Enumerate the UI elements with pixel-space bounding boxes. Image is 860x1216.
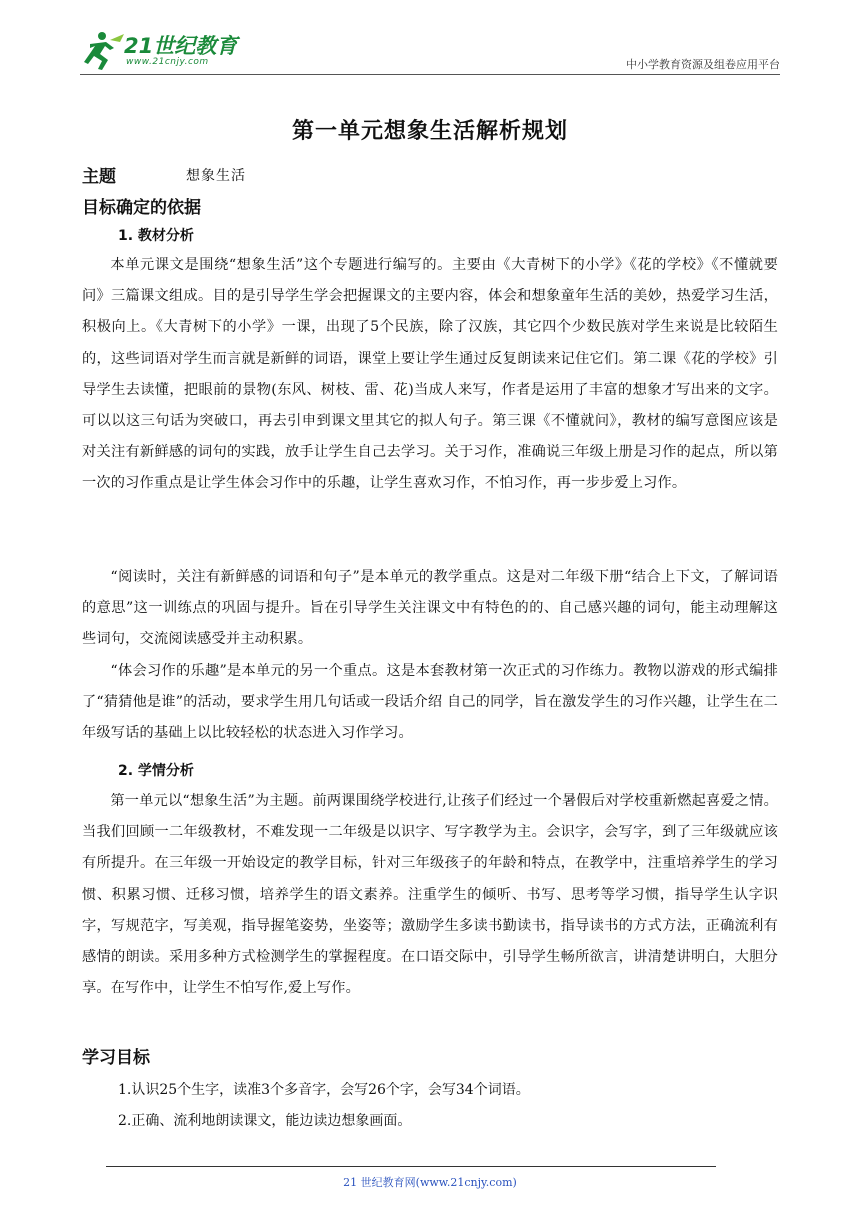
- topic-value: 想象生活: [186, 168, 246, 184]
- topic-label: 主题: [82, 167, 116, 187]
- paragraph-learner-analysis: 第一单元以“想象生活”为主题。前两课围绕学校进行,让孩子们经过一个暑假后对学校重新燃起喜爱之情。当我们回顾一二年级教材，不难发现一二年级是以识字、写字教学为主。会识字，会写字，到了三年级就应该有所提升。在三年级一开始设定的教学目标，针对三年级孩子的年龄和特点，在教学中，注重培养学生的学习惯、积累习惯、迁移习惯，培养学生的语文素养。注重学生的倾听、书写、思考等学习惯，指导学生认字识字，写规范字，写美观，指导握笔姿势，坐姿等；激励学生多读书勤读书，指导读书的方式方法，正确流利有感情的朗读。采用多种方式检测学生的掌握程度。在口语交际中，引导学生畅所欲言，讲清楚讲明白，大胆分享。在写作中，让学生不怕写作,爱上写作。: [82, 793, 778, 997]
- page-title: 第一单元想象生活解析规划: [291, 119, 568, 144]
- goal-item-2: 2.正确、流利地朗读课文，能边读边想象画面。: [118, 1113, 412, 1129]
- brand-logo: [80, 30, 250, 74]
- page-header: [80, 26, 780, 78]
- logo-text: 21世纪教育: [124, 34, 238, 58]
- footer-divider: [106, 1166, 716, 1167]
- paragraph-textbook-analysis: 本单元课文是围绕“想象生活”这个专题进行编写的。主要由《大青树下的小学》《花的学校》《不懂就要问》三篇课文组成。目的是引导学生学会把握课文的主要内容，体会和想象童年生活的美妙，热爱学习生活，积极向上。《大青树下的小学》一课，出现了5个民族，除了汉族，其它四个少数民族对学生来说是比较陌生的，这些词语对学生而言就是新鲜的词语，课堂上要让学生通过反复朗读来记住它们。第二课《花的学校》引导学生去读懂，把眼前的景物(东风、树枝、雷、花)当成人来写，作者是运用了丰富的想象才写出来的文字。可以以这三句话为突破口，再去引申到课文里其它的拟人句子。第三课《不懂就问》，教材的编写意图应该是对关注有新鲜感的词句的实践，放手让学生自己去学习。关于习作，准确说三年级上册是习作的起点，所以第一次的习作重点是让学生体会习作中的乐趣，让学生喜欢习作，不怕习作，再一步步爱上习作。: [82, 257, 778, 492]
- section-heading-basis: 目标确定的依据: [82, 198, 201, 218]
- logo-url: www.21cnjy.com: [126, 57, 209, 67]
- section-heading-goals: 学习目标: [82, 1048, 150, 1068]
- subheading-learner-analysis: 2. 学情分析: [118, 763, 194, 779]
- subheading-textbook-analysis: 1. 教材分析: [118, 228, 194, 244]
- paragraph-writing-focus: “体会习作的乐趣”是本单元的另一个重点。这是本套教材第一次正式的习作练力。教物以游戏的形式编排了“猜猜他是谁”的活动，要求学生用几句话或一段话介绍 自己的同学，旨在激发学生的习作兴趣，让学生在二年级写话的基础上以比较轻松的状态进入习作学习。: [82, 663, 778, 742]
- footer-link[interactable]: 21 世纪教育网(www.21cnjy.com): [343, 1176, 517, 1189]
- goal-item-1: 1.认识25个生字，读准3个多音字，会写26个字，会写34个词语。: [118, 1082, 530, 1098]
- platform-tagline: 中小学教育资源及组卷应用平台: [626, 58, 780, 71]
- paragraph-reading-focus: “阅读时，关注有新鲜感的词语和句子”是本单元的教学重点。这是对二年级下册“结合上下文，了解词语的意思”这一训练点的巩固与提升。旨在引导学生关注课文中有特色的的、自己感兴趣的词句，能主动理解这些词句，交流阅读感受并主动积累。: [82, 569, 778, 648]
- runner-icon: [80, 30, 126, 74]
- header-divider: [80, 74, 780, 75]
